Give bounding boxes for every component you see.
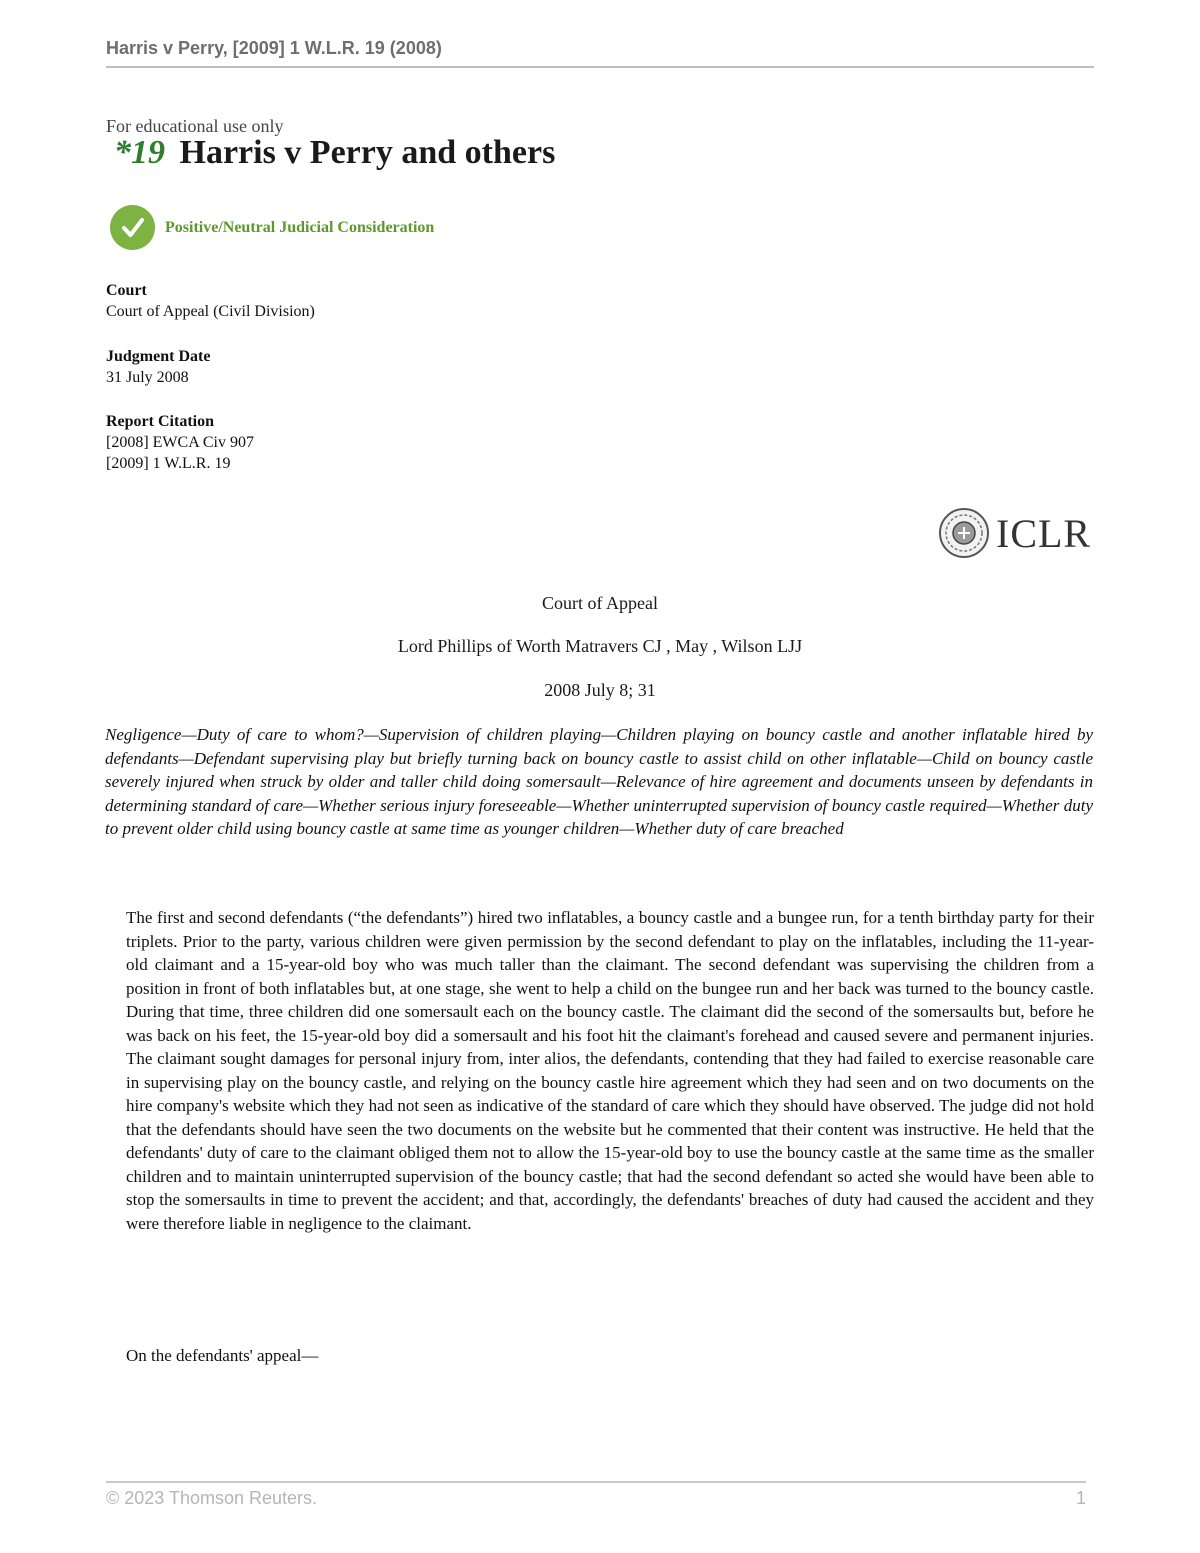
footer-divider — [106, 1481, 1086, 1483]
running-header: Harris v Perry, [2009] 1 W.L.R. 19 (2008) — [106, 38, 442, 58]
report-citation-field — [106, 411, 606, 474]
iclr-logo-text: ICLR — [996, 510, 1092, 556]
document-title-row — [114, 134, 555, 172]
header-divider — [106, 66, 1094, 68]
iclr-crest-icon — [938, 505, 990, 561]
court-heading: Court of Appeal — [542, 593, 658, 613]
iclr-logo — [938, 505, 1091, 561]
judgment-date-value: 31 July 2008 — [106, 369, 189, 386]
check-icon — [110, 205, 155, 250]
report-citation-neutral: [2008] EWCA Civ 907 — [106, 434, 254, 451]
educational-use-note: For educational use only — [106, 116, 284, 136]
hearing-dates: 2008 July 8; 31 — [544, 680, 656, 700]
report-citation-label: Report Citation — [106, 413, 214, 430]
judges-line: Lord Phillips of Worth Matravers CJ , May , Wilson LJJ — [397, 636, 803, 656]
page-number: 1 — [1076, 1488, 1087, 1508]
court-label: Court — [106, 282, 147, 299]
judgment-date-field — [106, 346, 606, 388]
footer-copyright: © 2023 Thomson Reuters. — [106, 1488, 318, 1508]
keycite-flag[interactable] — [110, 205, 434, 250]
catchwords: Negligence—Duty of care to whom?—Supervision of children playing—Children playing on bouncy castle and another inflatable hired by defendants—Defendant supervising play but briefly turning back on bouncy castle to assist child on other inflatable—Child on bouncy castle severely injured when struck by older and taller child doing somersault—Relevance of hire agreement and documents unseen by defendants in determining standard of care—Whether serious injury foreseeable—Whether uninterrupted supervision of bouncy castle required—Whether duty to prevent older child using bouncy castle at same time as younger children—Whether duty of care breached — [105, 725, 1093, 838]
report-citation-wlr: [2009] 1 W.L.R. 19 — [106, 455, 231, 472]
judgment-date-label: Judgment Date — [106, 348, 211, 365]
document-title: Harris v Perry and others — [179, 134, 556, 171]
court-value: Court of Appeal (Civil Division) — [106, 303, 315, 320]
court-field — [106, 280, 606, 322]
headnote-paragraph: The first and second defendants (“the defendants”) hired two inflatables, a bouncy castle and a bungee run, for a tenth birthday party for their triplets. Prior to the party, various children were given permission by the second defendant to play on the inflatables, including the 11-year-old claimant and a 15-year-old boy who was much taller than the claimant. The second defendant was supervising the children from a position in front of both inflatables but, at one stage, she went to help a child on the bungee run and her back was turned to the bouncy castle. During that time, three children did one somersault each on the bouncy castle. The claimant did the second of the somersaults but, before he was back on his feet, the 15-year-old boy did a somersault and his foot hit the claimant's forehead and caused severe and permanent injuries. The claimant sought damages for personal injury from, inter alios, the defendants, contending that they had failed to exercise reasonable care in supervising play on the bouncy castle, and relying on the bouncy castle hire agreement which they had seen and on two documents on the hire company's website which they had not seen as indicative of the standard of care which they should have observed. The judge did not hold that the defendants should have seen the two documents on the website but he commented that their content was instructive. He held that the defendants' duty of care to the claimant obliged them not to allow the 15-year-old boy to use the bouncy castle at the same time as the smaller children and to maintain uninterrupted supervision of the bouncy castle; that had the second defendant so acted she would have been able to stop the somersaults in time to prevent the accident; and that, accordingly, the defendants' breaches of duty had caused the accident and they were therefore liable in negligence to the claimant. — [126, 908, 1094, 1233]
flag-label: Positive/Neutral Judicial Consideration — [165, 218, 435, 236]
appeal-line: On the defendants' appeal— — [126, 1346, 319, 1365]
star-page-marker: *19 — [114, 134, 165, 171]
